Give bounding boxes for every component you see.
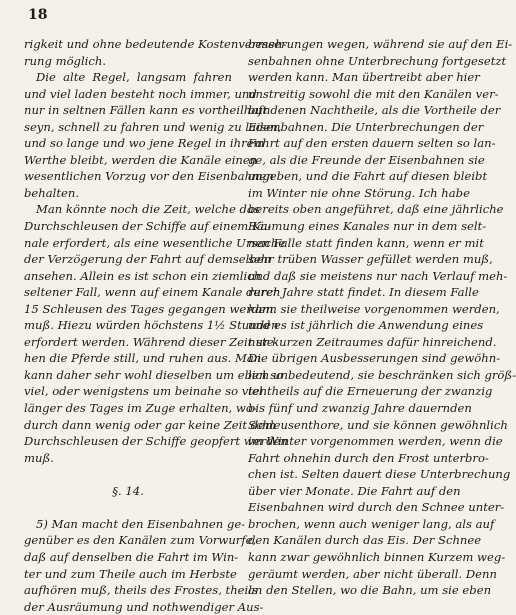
text-line: tentheils auf die Erneuerung der zwanzig	[248, 384, 493, 399]
text-line: Eisenbahnen. Die Unterbrechungen der	[248, 119, 484, 134]
text-line: an den Stellen, wo die Bahn, um sie eben	[248, 583, 492, 598]
text-line: und es ist jährlich die Anwendung eines	[248, 318, 484, 333]
text-line: genüber es den Kanälen zum Vorwurfe,	[24, 533, 257, 548]
page-number: 18	[28, 7, 48, 23]
text-line: 5) Man macht den Eisenbahnen ge-	[36, 516, 246, 531]
text-line: Durchschleusen der Schiffe auf einem Ka-	[24, 219, 272, 234]
text-line: rigkeit und ohne bedeutende Kostenvermeh-	[24, 37, 287, 51]
text-line: seyn, schnell zu fahren und wenig zu laden,	[24, 119, 282, 134]
text-line: hen die Pferde still, und ruhen aus. Man	[24, 351, 262, 366]
text-line: Räumung eines Kanales nur in dem selt-	[248, 219, 487, 234]
text-line: über vier Monate. Die Fahrt auf den	[248, 483, 461, 498]
text-line: brochen, wenn auch weniger lang, als auf	[248, 516, 495, 531]
text-line: bereits oben angeführet, daß eine jährliche	[248, 202, 504, 217]
text-line: erfordert werden. Während dieser Zeit ste-	[24, 334, 278, 349]
text-line: ter und zum Theile auch im Herbste	[24, 566, 237, 581]
text-line: kann sie theilweise vorgenommen werden,	[248, 301, 500, 316]
text-line: seltener Fall, wenn auf einem Kanale durch	[24, 285, 281, 300]
text-line: kann zwar gewöhnlich binnen Kurzem weg-	[248, 549, 506, 564]
text-line: aufhören muß, theils des Frostes, theils	[24, 583, 258, 598]
text-line: der Verzögerung der Fahrt auf demselben	[24, 252, 272, 267]
text-line: daß auf denselben die Fahrt im Win-	[24, 549, 239, 564]
text-line: bundenen Nachtheile, als die Vortheile der	[248, 103, 501, 118]
text-line: Eisenbahnen wird durch den Schnee unter-	[248, 500, 505, 515]
text-line: nur kurzen Zeitraumes dafür hinreichend.	[248, 334, 497, 349]
text-line: der Ausräumung und nothwendiger Aus-	[24, 599, 264, 614]
text-line: rung möglich.	[24, 53, 107, 68]
text-line: durch dann wenig oder gar keine Zeit dem	[24, 417, 276, 432]
text-line: und viel laden besteht noch immer, und	[24, 86, 257, 101]
text-line: besserungen wegen, während sie auf den Ei-	[248, 37, 513, 51]
text-line: lich unbedeutend, sie beschränken sich größ-	[248, 367, 516, 382]
text-line: nur in seltnen Fällen kann es vortheilhaft	[24, 103, 268, 118]
text-line: behalten.	[24, 185, 80, 200]
text-line: werden kann. Man übertreibt aber hier	[248, 70, 480, 85]
text-line: sehr trüben Wasser gefüllet werden muß,	[248, 252, 493, 267]
text-line: länger des Tages im Zuge erhalten, wo-	[24, 401, 257, 416]
text-line: und daß sie meistens nur nach Verlauf meh-	[248, 268, 508, 283]
text-line: Durchschleusen der Schiffe geopfert werden	[24, 434, 288, 449]
text-line: muß.	[24, 450, 54, 465]
text-line: im Winter vorgenommen werden, wenn die	[248, 434, 503, 449]
text-line: Werthe bleibt, werden die Kanäle einen	[24, 152, 258, 167]
text-line: 15 Schleusen des Tages gegangen werden	[24, 301, 274, 316]
text-line: viel, oder wenigstens um beinahe so viel	[24, 384, 263, 399]
text-line: Fahrt ohnehin durch den Frost unterbro-	[248, 450, 489, 465]
blank-line	[24, 499, 232, 516]
text-line: muß. Hiezu würden höchstens 1½ Stunden	[24, 318, 279, 333]
right-text-column	[248, 36, 516, 599]
text-line: Die alte Regel, langsam fahren	[36, 70, 232, 85]
text-line: Fahrt auf den ersten dauern selten so lan-	[248, 136, 496, 151]
text-line: ge, als die Freunde der Eisenbahnen sie	[248, 152, 485, 167]
text-line: Die übrigen Ausbesserungen sind gewöhn-	[248, 351, 501, 366]
text-line: angeben, und die Fahrt auf diesen bleibt	[248, 169, 488, 184]
text-line: senbahnen ohne Unterbrechung fortgesetzt	[248, 53, 507, 68]
text-line: ansehen. Allein es ist schon ein ziemlich	[24, 268, 262, 283]
text-line: rerer Jahre statt findet. In diesem Falle	[248, 285, 479, 300]
text-line: und so lange und wo jene Regel in ihrem	[24, 136, 265, 151]
text-line: wesentlichen Vorzug vor den Eisenbahnen	[24, 169, 274, 184]
text-line: im Winter nie ohne Störung. Ich habe	[248, 185, 470, 200]
text-line: bis fünf und zwanzig Jahre dauernden	[248, 401, 472, 416]
blank-line	[24, 466, 232, 483]
text-line: den Kanälen durch das Eis. Der Schnee	[248, 533, 482, 548]
text-line: geräumt werden, aber nicht überall. Denn	[248, 566, 497, 581]
text-line: Man könnte noch die Zeit, welche das	[36, 202, 260, 217]
text-line: unstreitig sowohl die mit den Kanälen ver-	[248, 86, 499, 101]
text-line: nen Falle statt finden kann, wenn er mit	[248, 235, 484, 250]
text-line: Schleusenthore, und sie können gewöhnlich	[248, 417, 508, 432]
left-text-column	[24, 36, 288, 615]
text-line: kann daher sehr wohl dieselben um eben so	[24, 367, 284, 382]
text-line: chen ist. Selten dauert diese Unterbrechung	[248, 467, 511, 482]
text-line: nale erfordert, als eine wesentliche Ursache	[24, 235, 286, 250]
section-heading: §. 14.	[112, 483, 144, 498]
